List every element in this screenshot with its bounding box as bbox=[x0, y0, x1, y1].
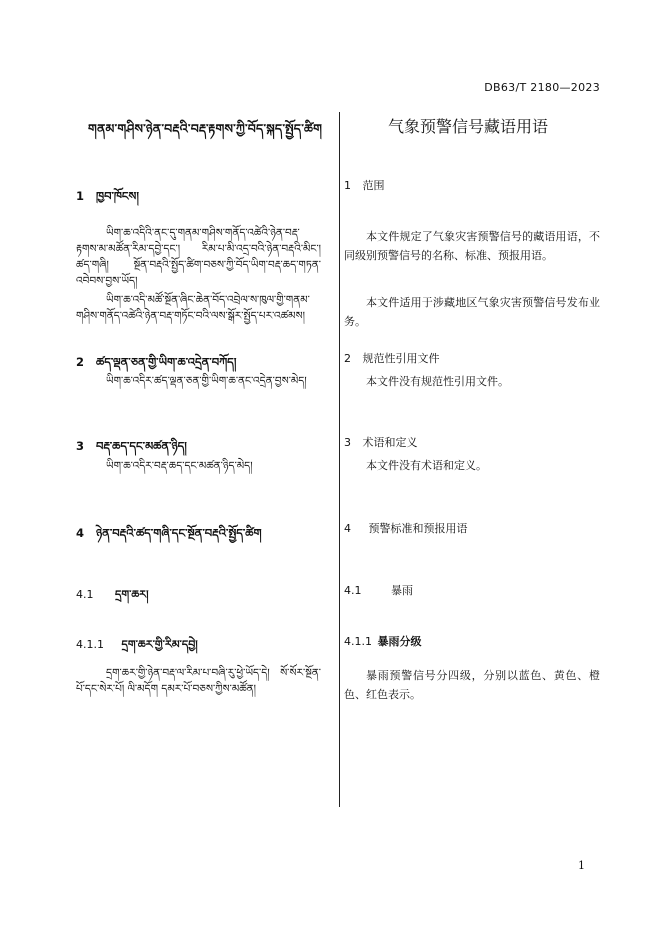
section-number: 2 bbox=[76, 355, 85, 369]
section-title: ཚད་ལྡན་ཅན་གྱི་ཡིག་ཆ་འདྲེན་བཀོད། bbox=[96, 355, 237, 369]
tibetan-section-4-1-1-paragraph: དྲག་ཆར་གྱི་ཉེན་བརྡ་ལ་རིམ་པ་བཞི་རུ་ཕྱེ་ཡོད་དེ། སོ་སོར་སྔོན་པོ་དང་སེར་པོ། ལི་མདོག དམར་པོ་བཅས་ཀྱིས་མཚོན། bbox=[76, 667, 321, 695]
document-id: DB63/T 2180—2023 bbox=[484, 81, 600, 94]
tibetan-section-4-heading bbox=[76, 520, 321, 553]
section-title: བརྡ་ཆད་དང་མཚན་ཉིད། bbox=[96, 439, 187, 453]
section-number: 4.1 bbox=[76, 588, 94, 601]
tibetan-section-1-paragraph-2: ཡིག་ཆ་འདི་མཚོ་སྔོན་ཞིང་ཆེན་བོད་འབྲེལ་ས་ཁུལ་གྱི་གནམ་གཤིས་གནོད་འཚེའི་ཉེན་བརྡ་གཏོང་བའི་ལས་སྒོར་སྤྱོད་པར་འཚམས། bbox=[76, 294, 310, 322]
chinese-section-2-paragraph: 本文件没有规范性引用文件。 bbox=[366, 375, 509, 388]
section-title: ཁྱབ་ཁོངས། bbox=[96, 189, 139, 203]
tibetan-section-4-1-heading bbox=[76, 582, 321, 613]
section-number: 4.1.1 bbox=[76, 638, 104, 651]
chinese-section-4-1-1-paragraph: 暴雨预警信号分四级，分别以蓝色、黄色、橙色、红色表示。 bbox=[344, 669, 600, 701]
chinese-section-1-paragraph-2: 本文件适用于涉藏地区气象灾害预警信号发布业务。 bbox=[344, 296, 600, 328]
section-title: དྲག་ཆར་གྱི་རིམ་དབྱེ། bbox=[121, 638, 198, 651]
chinese-title: 气象预警信号藏语用语 bbox=[388, 117, 549, 136]
page-number: 1 bbox=[578, 859, 585, 872]
section-number: 2 bbox=[344, 352, 351, 365]
section-title: 术语和定义 bbox=[362, 436, 418, 449]
section-number: 4.1 bbox=[344, 584, 362, 597]
tibetan-section-1-heading bbox=[76, 183, 321, 216]
column-divider bbox=[339, 112, 340, 807]
chinese-section-3-heading bbox=[344, 434, 600, 450]
chinese-section-2-heading bbox=[344, 350, 600, 366]
chinese-section-4-1-heading bbox=[344, 582, 600, 598]
tibetan-title: གནམ་གཤིས་ཉེན་བརྡའི་བརྡ་རྟགས་ཀྱི་བོད་སྐད་སྤྱོད་ཚིག bbox=[88, 121, 323, 136]
section-title: 规范性引用文件 bbox=[362, 352, 440, 365]
section-title: 暴雨分级 bbox=[377, 635, 422, 648]
chinese-section-4-1-1-heading bbox=[344, 633, 600, 649]
section-title: 预警标准和预报用语 bbox=[368, 522, 468, 535]
section-title: ཉེན་བརྡའི་ཚད་གཞི་དང་སྔོན་བརྡའི་སྤྱོད་ཚིག bbox=[96, 526, 262, 540]
chinese-section-1-paragraph-1: 本文件规定了气象灾害预警信号的藏语用语，不同级别预警信号的名称、标准、预报用语。 bbox=[344, 230, 600, 262]
tibetan-section-1-paragraph-1: ཡིག་ཆ་འདིའི་ནང་དུ་གནམ་གཤིས་གནོད་འཚེའི་ཉེན་བརྡ་རྟགས་མ་མཚོན་རིམ་དབྱེ་དང་། རིམ་པ་མི་འདྲ་བའི་ཉེན་བརྡའི་མིང་། ཚད་གཞི། སྔོན་བརྡའི་སྤྱོད་ཚིག་བཅས་ཀྱི་བོད་ཡིག་བརྡ་ཆད་གཏན་འབེབས་བྱས་ཡོད། bbox=[76, 227, 321, 287]
section-number: 3 bbox=[344, 436, 351, 449]
section-number: 1 bbox=[76, 189, 85, 203]
section-number: 1 bbox=[344, 179, 351, 192]
section-title: དྲག་ཆར། bbox=[115, 588, 149, 601]
tibetan-section-3-paragraph: ཡིག་ཆ་འདིར་བརྡ་ཆད་དང་མཚན་ཉིད་མེད། bbox=[106, 460, 253, 472]
section-number: 4 bbox=[344, 522, 351, 535]
section-number: 4.1.1 bbox=[344, 635, 372, 648]
section-title: 范围 bbox=[362, 179, 385, 192]
chinese-section-3-paragraph: 本文件没有术语和定义。 bbox=[366, 459, 487, 472]
section-number: 3 bbox=[76, 439, 85, 453]
section-title: 暴雨 bbox=[391, 584, 413, 597]
tibetan-section-4-1-1-heading bbox=[76, 632, 321, 663]
chinese-section-4-heading bbox=[344, 520, 600, 536]
chinese-section-1-heading bbox=[344, 177, 600, 193]
section-number: 4 bbox=[76, 526, 85, 540]
tibetan-section-2-paragraph: ཡིག་ཆ་འདིར་ཚད་ལྡན་ཅན་གྱི་ཡིག་ཆ་ནང་འདྲེན་བྱས་མེད། bbox=[106, 375, 307, 387]
